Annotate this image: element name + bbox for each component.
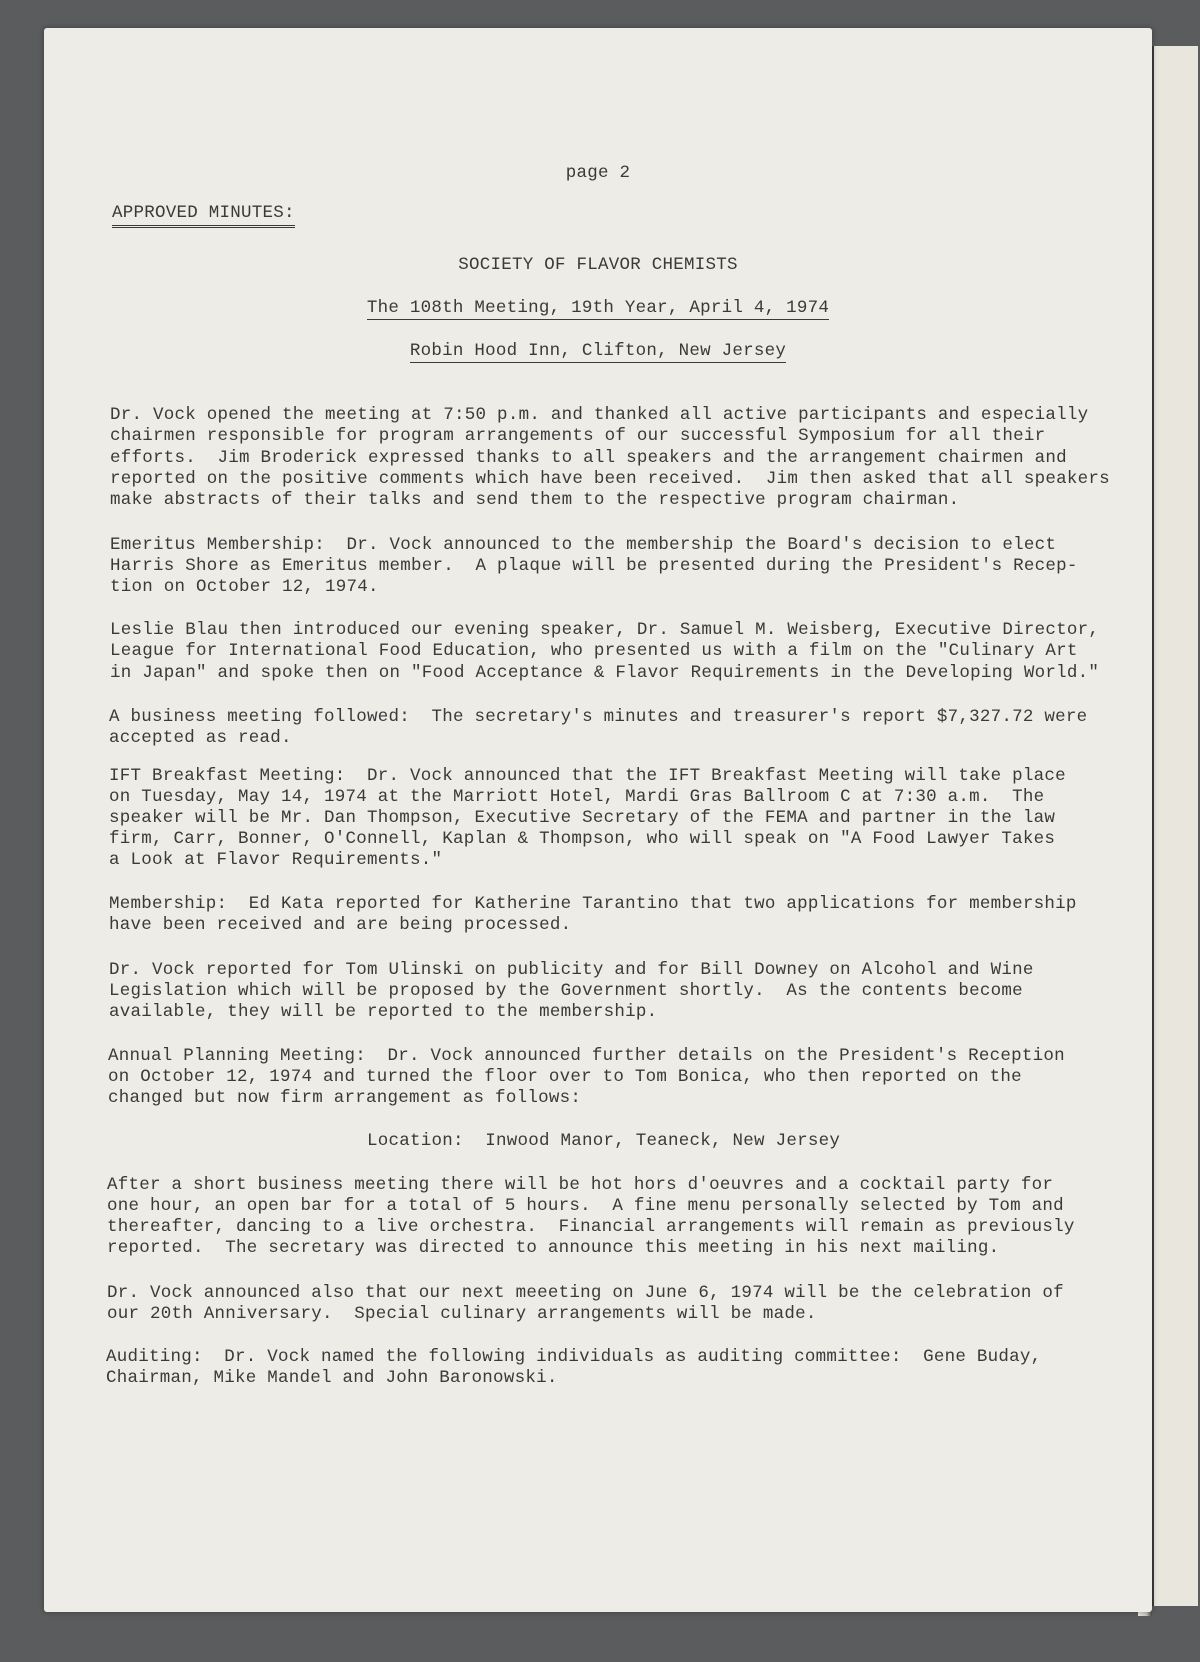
paragraph-line: one hour, an open bar for a total of 5 hours. A fine menu personally selected by Tom and xyxy=(107,1196,1064,1216)
paragraph-line: available, they will be reported to the membership. xyxy=(109,1002,658,1022)
paragraph-line: League for International Food Education, who presented us with a film on the "Culinary Art xyxy=(110,641,1078,661)
venue-line: Robin Hood Inn, Clifton, New Jersey xyxy=(409,341,787,361)
paragraph-line: changed but now firm arrangement as follows: xyxy=(108,1088,582,1108)
paragraph-line: thereafter, dancing to a live orchestra. Financial arrangements will remain as previously xyxy=(107,1217,1075,1237)
section-label: APPROVED MINUTES: xyxy=(112,203,295,228)
paragraph-line: make abstracts of their talks and send them to the respective program chairman. xyxy=(110,490,960,510)
paragraph-line: A business meeting followed: The secretary's minutes and treasurer's report $7,327.72 were xyxy=(109,707,1088,727)
paragraph-line: Auditing: Dr. Vock named the following individuals as auditing committee: Gene Buday, xyxy=(106,1347,1042,1367)
page-number: page 2 xyxy=(565,163,631,183)
paragraph-line: Chairman, Mike Mandel and John Baronowski. xyxy=(106,1368,558,1388)
paragraph-line: Dr. Vock reported for Tom Ulinski on publicity and for Bill Downey on Alcohol and Wine xyxy=(109,960,1034,980)
paragraph-line: Annual Planning Meeting: Dr. Vock announced further details on the President's Reception xyxy=(108,1046,1065,1066)
document-title: SOCIETY OF FLAVOR CHEMISTS xyxy=(458,255,738,275)
paragraph-line: a Look at Flavor Requirements." xyxy=(109,850,443,870)
paragraph-line: chairmen responsible for program arrangements of our successful Symposium for all their xyxy=(110,426,1046,446)
paragraph-line: Harris Shore as Emeritus member. A plaque will be presented during the President's Recep- xyxy=(110,556,1078,576)
paragraph-line: accepted as read. xyxy=(109,728,292,748)
paragraph-line: IFT Breakfast Meeting: Dr. Vock announced that the IFT Breakfast Meeting will take place xyxy=(109,766,1066,786)
paragraph-line: Dr. Vock announced also that our next meeeting on June 6, 1974 will be the celebration of xyxy=(107,1283,1064,1303)
paragraph-line: speaker will be Mr. Dan Thompson, Executive Secretary of the FEMA and partner in the law xyxy=(109,808,1056,828)
paragraph-line: firm, Carr, Bonner, O'Connell, Kaplan & Thompson, who will speak on "A Food Lawyer Takes xyxy=(109,829,1056,849)
paragraph-line: have been received and are being processed. xyxy=(109,915,572,935)
paragraph-line: Membership: Ed Kata reported for Katherine Tarantino that two applications for membership xyxy=(109,894,1077,914)
paragraph-line: Emeritus Membership: Dr. Vock announced to the membership the Board's decision to elect xyxy=(110,535,1057,555)
paragraph-line: Leslie Blau then introduced our evening speaker, Dr. Samuel M. Weisberg, Executive Director, xyxy=(110,620,1100,640)
meeting-line: The 108th Meeting, 19th Year, April 4, 1974 xyxy=(366,298,830,318)
paragraph-line: Dr. Vock opened the meeting at 7:50 p.m. and thanked all active participants and especially xyxy=(110,405,1089,425)
paragraph-line: on Tuesday, May 14, 1974 at the Marriott Hotel, Mardi Gras Ballroom C at 7:30 a.m. The xyxy=(109,787,1045,807)
location-line: Location: Inwood Manor, Teaneck, New Jersey xyxy=(367,1131,841,1151)
paragraph-line: on October 12, 1974 and turned the floor over to Tom Bonica, who then reported on the xyxy=(108,1067,1022,1087)
paragraph-line: reported. The secretary was directed to announce this meeting in his next mailing. xyxy=(107,1238,1000,1258)
paragraph-line: tion on October 12, 1974. xyxy=(110,577,379,597)
paragraph-line: Legislation which will be proposed by the Government shortly. As the contents become xyxy=(109,981,1023,1001)
paragraph-line: our 20th Anniversary. Special culinary arrangements will be made. xyxy=(107,1304,817,1324)
paragraph-line: efforts. Jim Broderick expressed thanks to all speakers and the arrangement chairmen and xyxy=(110,448,1067,468)
paragraph-line: in Japan" and spoke then on "Food Acceptance & Flavor Requirements in the Developing World." xyxy=(110,663,1100,683)
paragraph-line: After a short business meeting there will be hot hors d'oeuvres and a cocktail party for xyxy=(107,1175,1054,1195)
next-page-edge xyxy=(1152,46,1198,1606)
paragraph-line: reported on the positive comments which have been received. Jim then asked that all speakers xyxy=(110,469,1110,489)
